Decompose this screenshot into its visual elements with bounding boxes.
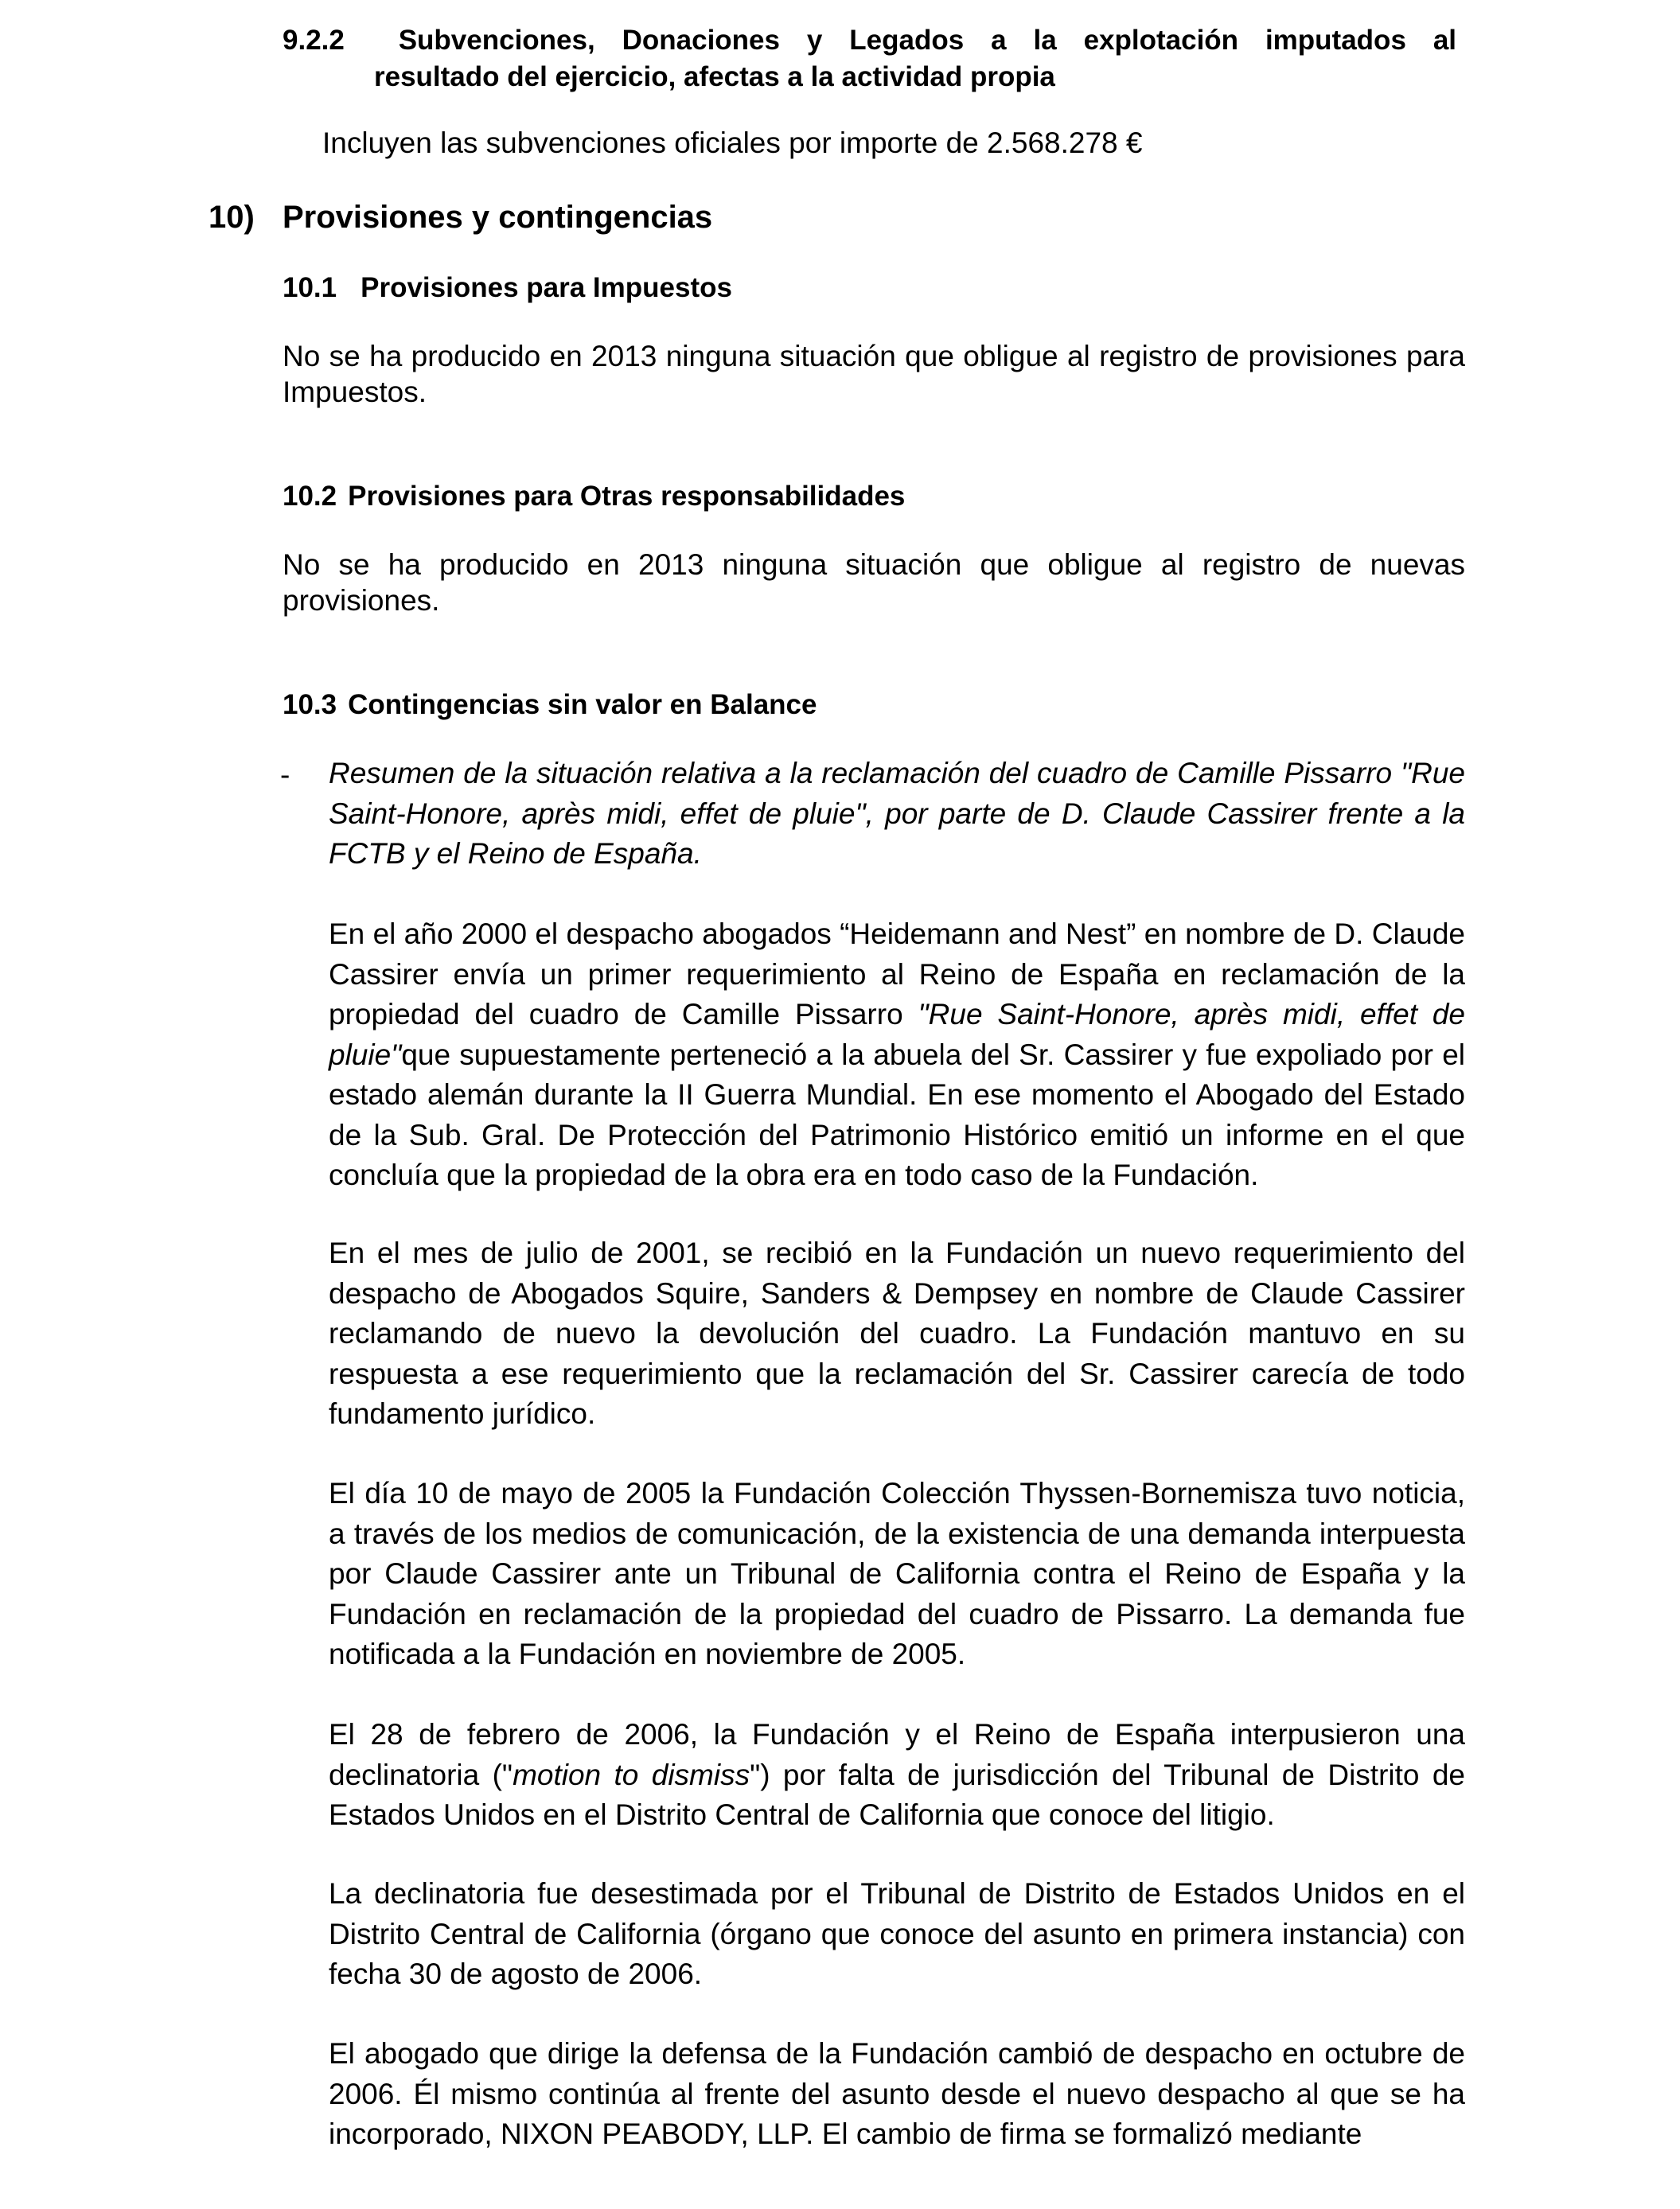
section-922-text: Incluyen las subvenciones oficiales por importe de 2.568.278 € [322, 127, 1143, 159]
section-102-heading [283, 478, 905, 515]
section-922-number: 9.2.2 [283, 25, 345, 56]
section-101-text: No se ha producido en 2013 ninguna situación que obligue al registro de provisiones para Impuestos. [283, 340, 1465, 408]
section-103-summary: Resumen de la situación relativa a la reclamación del cuadro de Camille Pissarro "Rue Saint-Honore, après midi, effet de pluie", por parte de D. Claude Cassirer frente a la FCTB y el Reino de España. [329, 757, 1465, 870]
section-10-title: Provisiones y contingencias [283, 200, 713, 235]
paragraph-4 [329, 1715, 1465, 1836]
paragraph-1-part-a: En el año 2000 el despacho abogados “Heidemann and Nest” en nombre de D. Claude Cassirer envía un primer requerimiento al Reino de España en reclamación de la propiedad del cuadro de Camille Pissarro [329, 917, 1465, 1030]
section-922-heading [283, 22, 1456, 59]
section-102-text: No se ha producido en 2013 ninguna situación que obligue al registro de nuevas provisiones. [283, 548, 1465, 617]
section-10-number: 10) [209, 200, 255, 235]
section-922-title-line1: Subvenciones, Donaciones y Legados a la explotación imputados al [398, 25, 1457, 56]
paragraph-6: El abogado que dirige la defensa de la Fundación cambió de despacho en octubre de 2006. Él mismo continúa al frente del asunto desde el nuevo despacho al que se ha incorporado, NIXON PEABODY, LLP. El cambio de firma se formalizó mediante [329, 2037, 1465, 2150]
section-103-title: Contingencias sin valor en Balance [348, 689, 817, 720]
paragraph-3: El día 10 de mayo de 2005 la Fundación Colección Thyssen-Bornemisza tuvo noticia, a través de los medios de comunicación, de la existencia de una demanda interpuesta por Claude Cassirer ante un Tribunal de California contra el Reino de España y la Fundación en reclamación de la propiedad del cuadro de Pissarro. La demanda fue notificada a la Fundación en noviembre de 2005. [329, 1477, 1465, 1670]
paragraph-1-artwork-title: "Rue Saint-Honore, après midi, effet de pluie" [329, 998, 1465, 1071]
section-922-title-line2: resultado del ejercicio, afectas a la actividad propia [374, 61, 1055, 92]
section-101-title: Provisiones para Impuestos [361, 272, 732, 303]
section-101-heading [283, 270, 732, 306]
section-103-heading [283, 687, 817, 723]
section-103-number: 10.3 [283, 689, 337, 720]
paragraph-5: La declinatoria fue desestimada por el Tribunal de Distrito de Estados Unidos en el Distrito Central de California (órgano que conoce del asunto en primera instancia) con fecha 30 de agosto de 2006. [329, 1877, 1465, 1990]
section-101-number: 10.1 [283, 272, 337, 303]
paragraph-4-italic-term: motion to dismiss [513, 1758, 750, 1791]
bullet-dash: - [280, 758, 290, 791]
paragraph-1-part-b: que supuestamente perteneció a la abuela del Sr. Cassirer y fue expoliado por el estado alemán durante la II Guerra Mundial. En ese momento el Abogado del Estado de la Sub. Gral. De Protección del Patrimonio Histórico emitió un informe en el que concluía que la propiedad de la obra era en todo caso de la Fundación. [329, 1038, 1465, 1191]
paragraph-2: En el mes de julio de 2001, se recibió en la Fundación un nuevo requerimiento del despacho de Abogados Squire, Sanders & Dempsey en nombre de Claude Cassirer reclamando de nuevo la devolución del cuadro. La Fundación mantuvo en su respuesta a ese requerimiento que la reclamación del Sr. Cassirer carecía de todo fundamento jurídico. [329, 1237, 1465, 1430]
section-102-number: 10.2 [283, 481, 337, 512]
section-102-title: Provisiones para Otras responsabilidades [348, 481, 906, 512]
paragraph-4-part-a: El 28 de febrero de 2006, la Fundación y el Reino de España interpusieron una declinatoria (" [329, 1718, 1465, 1791]
paragraph-1 [329, 914, 1465, 1196]
paragraph-4-part-b: ") por falta de jurisdicción del Tribunal de Distrito de Estados Unidos en el Distrito Central de California que conoce del litigio. [329, 1758, 1465, 1831]
